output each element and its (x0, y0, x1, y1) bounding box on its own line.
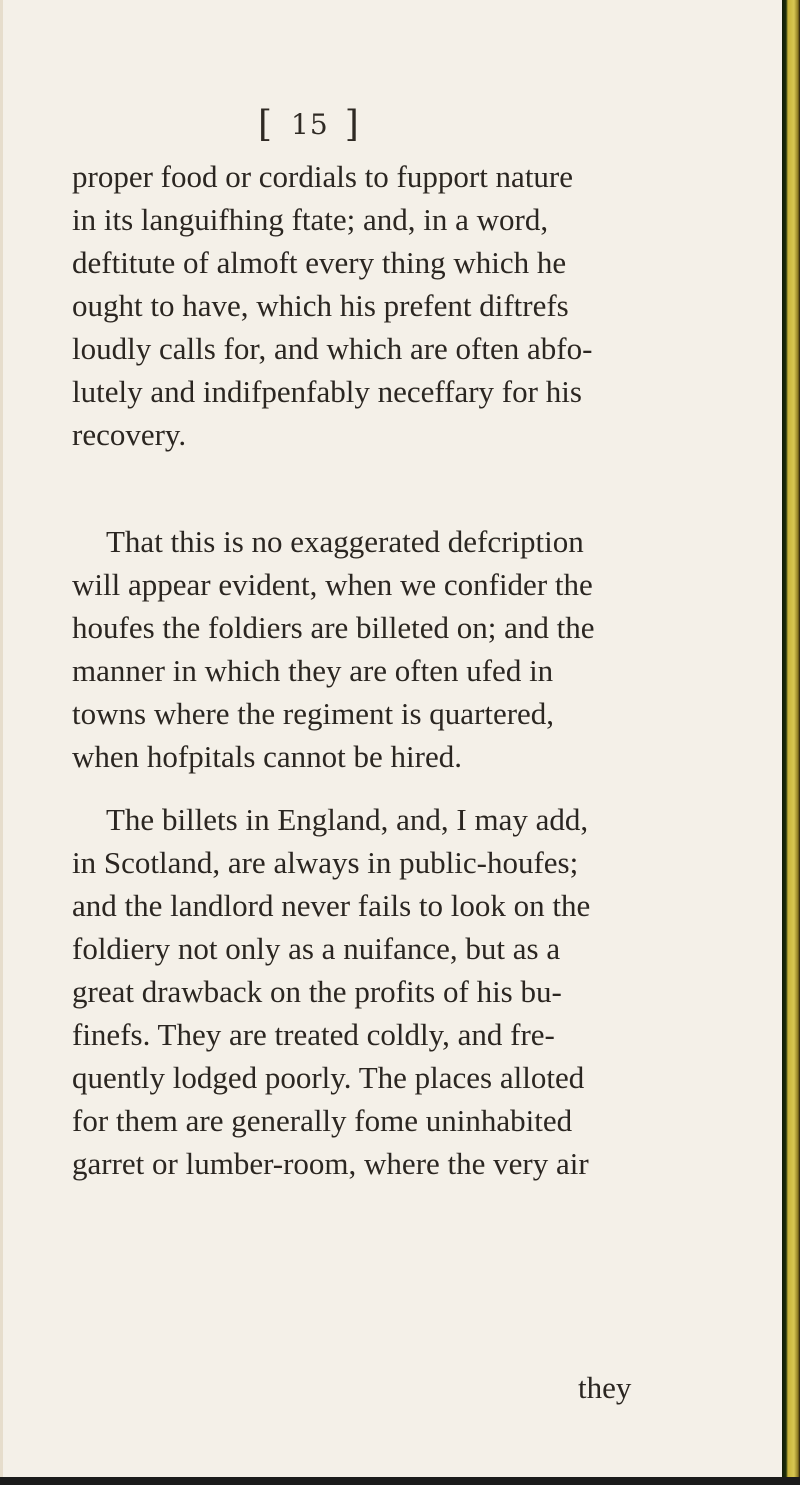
text-line: in Scotland, are always in public-houfes; (72, 845, 579, 880)
text-line: towns where the regiment is quartered, (72, 696, 555, 731)
text-line: manner in which they are often ufed in (72, 653, 554, 688)
text-line: The billets in England, and, I may add, (106, 802, 589, 837)
catchword: they (578, 1370, 632, 1405)
text-line: loudly calls for, and which are often abfo- (72, 331, 593, 366)
text-line: foldiery not only as a nuifance, but as a (72, 931, 561, 966)
paragraph-2 (72, 520, 632, 778)
page-right-edge (782, 0, 800, 1485)
text-line: for them are generally fome uninhabited (72, 1103, 573, 1138)
header-left-bracket: [ (258, 104, 274, 145)
text-line: deftitute of almoft every thing which he (72, 245, 567, 280)
text-line: garret or lumber-room, where the very air (72, 1146, 589, 1181)
text-line: That this is no exaggerated defcription (106, 524, 584, 559)
text-line: and the landlord never fails to look on the (72, 888, 591, 923)
page-header (258, 104, 360, 145)
header-right-bracket: ] (344, 104, 360, 145)
text-line: ought to have, which his prefent diftrefs (72, 288, 569, 323)
text-line: in its languifhing ftate; and, in a word, (72, 202, 549, 237)
page-number: 15 (291, 108, 329, 141)
page-bottom-edge (0, 1477, 800, 1485)
text-line: great drawback on the profits of his bu- (72, 974, 562, 1009)
text-line: houfes the foldiers are billeted on; and the (72, 610, 595, 645)
text-line: quently lodged poorly. The places alloted (72, 1060, 585, 1095)
text-line: proper food or cordials to fupport nature (72, 159, 574, 194)
text-line: lutely and indifpenfably neceffary for his (72, 374, 582, 409)
paragraph-3 (72, 798, 632, 1185)
page-left-edge (0, 0, 3, 1485)
text-line: when hofpitals cannot be hired. (72, 739, 462, 774)
text-line: recovery. (72, 417, 187, 452)
text-line: finefs. They are treated coldly, and fre- (72, 1017, 555, 1052)
text-line: will appear evident, when we confider the (72, 567, 593, 602)
paragraph-1 (72, 155, 632, 456)
